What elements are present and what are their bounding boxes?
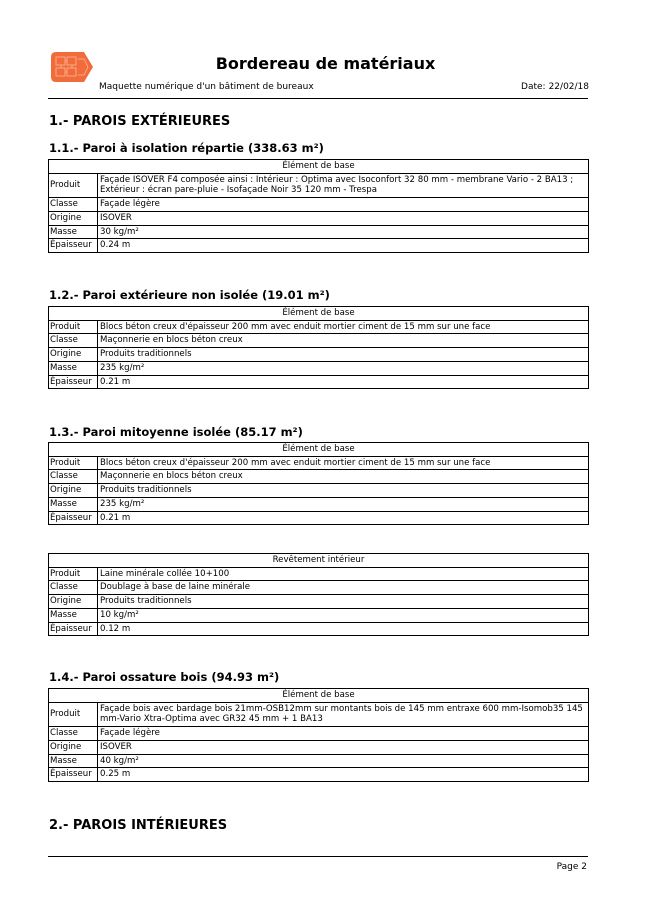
row-value: Maçonnerie en blocs béton creux: [98, 470, 589, 484]
document-title: Bordereau de matériaux: [215, 54, 436, 73]
table-row: [49, 702, 589, 726]
document-subtitle: Maquette numérique d'un bâtiment de bureaux: [99, 82, 314, 92]
row-key: Origine: [49, 484, 98, 498]
table-row: [49, 754, 589, 768]
row-value: 0.21 m: [98, 375, 589, 389]
row-value: Produits traditionnels: [98, 348, 589, 362]
row-key: Origine: [49, 740, 98, 754]
table-row: [49, 225, 589, 239]
wall-heading: 1.3.- Paroi mitoyenne isolée (85.17 m²): [49, 425, 303, 439]
row-value: 40 kg/m²: [98, 754, 589, 768]
row-value: Façade ISOVER F4 composée ainsi : Intérieur : Optima avec Isoconfort 32 80 mm - membrane Vario - 2 BA13 ; Extérieur : écran pare-pluie - Isofaçade Noir 35 120 mm - Trespa: [98, 173, 589, 197]
table-caption: Élément de base: [49, 307, 589, 321]
row-key: Classe: [49, 198, 98, 212]
row-value: Façade légère: [98, 198, 589, 212]
row-value: Laine minérale collée 10+100: [98, 567, 589, 581]
material-table: [48, 688, 589, 782]
row-key: Produit: [49, 567, 98, 581]
row-value: Façade légère: [98, 727, 589, 741]
row-key: Produit: [49, 456, 98, 470]
table-row: [49, 740, 589, 754]
row-value: Doublage à base de laine minérale: [98, 581, 589, 595]
table-row: [49, 727, 589, 741]
row-value: 0.25 m: [98, 768, 589, 782]
table-row: [49, 595, 589, 609]
table-row: [49, 198, 589, 212]
row-value: 30 kg/m²: [98, 225, 589, 239]
table-row: [49, 567, 589, 581]
page-number: Page 2: [556, 862, 587, 872]
document-date: [518, 82, 589, 92]
row-value: Produits traditionnels: [98, 595, 589, 609]
table-row: [49, 768, 589, 782]
table-row: [49, 239, 589, 253]
table-row: [49, 497, 589, 511]
table-row: [49, 211, 589, 225]
row-key: Masse: [49, 225, 98, 239]
wall-heading: 1.4.- Paroi ossature bois (94.93 m²): [49, 670, 280, 684]
table-row: [49, 608, 589, 622]
row-key: Masse: [49, 608, 98, 622]
table-caption: Revêtement intérieur: [49, 554, 589, 568]
row-value: ISOVER: [98, 211, 589, 225]
row-value: 235 kg/m²: [98, 497, 589, 511]
table-row: [49, 173, 589, 197]
table-caption-row: [49, 160, 589, 174]
row-value: 235 kg/m²: [98, 361, 589, 375]
row-key: Classe: [49, 727, 98, 741]
table-caption-row: [49, 307, 589, 321]
row-key: Classe: [49, 581, 98, 595]
table-row: [49, 334, 589, 348]
row-value: Blocs béton creux d'épaisseur 200 mm avec enduit mortier ciment de 15 mm sur une face: [98, 320, 589, 334]
row-key: Produit: [49, 320, 98, 334]
table-caption-row: [49, 689, 589, 703]
row-value: ISOVER: [98, 740, 589, 754]
table-row: [49, 511, 589, 525]
date-label: Date:: [521, 82, 546, 92]
table-row: [49, 581, 589, 595]
material-table: [48, 442, 589, 525]
row-key: Épaisseur: [49, 375, 98, 389]
row-key: Produit: [49, 173, 98, 197]
material-table: [48, 553, 589, 636]
table-caption: Élément de base: [49, 160, 589, 174]
row-value: 0.12 m: [98, 622, 589, 636]
table-row: [49, 361, 589, 375]
row-value: 0.21 m: [98, 511, 589, 525]
row-key: Classe: [49, 334, 98, 348]
section-heading: 1.- PAROIS EXTÉRIEURES: [49, 114, 231, 129]
wall-heading: 1.1.- Paroi à isolation répartie (338.63 m²): [49, 141, 324, 155]
row-value: Maçonnerie en blocs béton creux: [98, 334, 589, 348]
row-value: Blocs béton creux d'épaisseur 200 mm avec enduit mortier ciment de 15 mm sur une face: [98, 456, 589, 470]
row-value: Façade bois avec bardage bois 21mm-OSB12mm sur montants bois de 145 mm entraxe 600 mm-Isomob35 145 mm-Vario Xtra-Optima avec GR32 45 mm + 1 BA13: [98, 702, 589, 726]
header-divider: [48, 98, 588, 99]
row-key: Origine: [49, 595, 98, 609]
row-value: 0.24 m: [98, 239, 589, 253]
row-key: Classe: [49, 470, 98, 484]
table-row: [49, 320, 589, 334]
table-caption-row: [49, 443, 589, 457]
table-row: [49, 470, 589, 484]
section-heading: 2.- PAROIS INTÉRIEURES: [49, 818, 228, 833]
row-key: Épaisseur: [49, 511, 98, 525]
table-row: [49, 622, 589, 636]
row-key: Épaisseur: [49, 622, 98, 636]
row-value: Produits traditionnels: [98, 484, 589, 498]
row-key: Masse: [49, 754, 98, 768]
table-row: [49, 375, 589, 389]
table-caption: Élément de base: [49, 689, 589, 703]
row-key: Origine: [49, 211, 98, 225]
table-row: [49, 456, 589, 470]
row-key: Produit: [49, 702, 98, 726]
material-table: [48, 159, 589, 253]
row-key: Épaisseur: [49, 239, 98, 253]
row-key: Masse: [49, 497, 98, 511]
table-row: [49, 484, 589, 498]
footer-divider: [48, 856, 588, 857]
row-key: Épaisseur: [49, 768, 98, 782]
material-table: [48, 306, 589, 389]
row-value: 10 kg/m²: [98, 608, 589, 622]
wall-heading: 1.2.- Paroi extérieure non isolée (19.01 m²): [49, 288, 330, 302]
row-key: Origine: [49, 348, 98, 362]
table-caption: Élément de base: [49, 443, 589, 457]
table-caption-row: [49, 554, 589, 568]
table-row: [49, 348, 589, 362]
date-value: 22/02/18: [548, 82, 589, 92]
row-key: Masse: [49, 361, 98, 375]
